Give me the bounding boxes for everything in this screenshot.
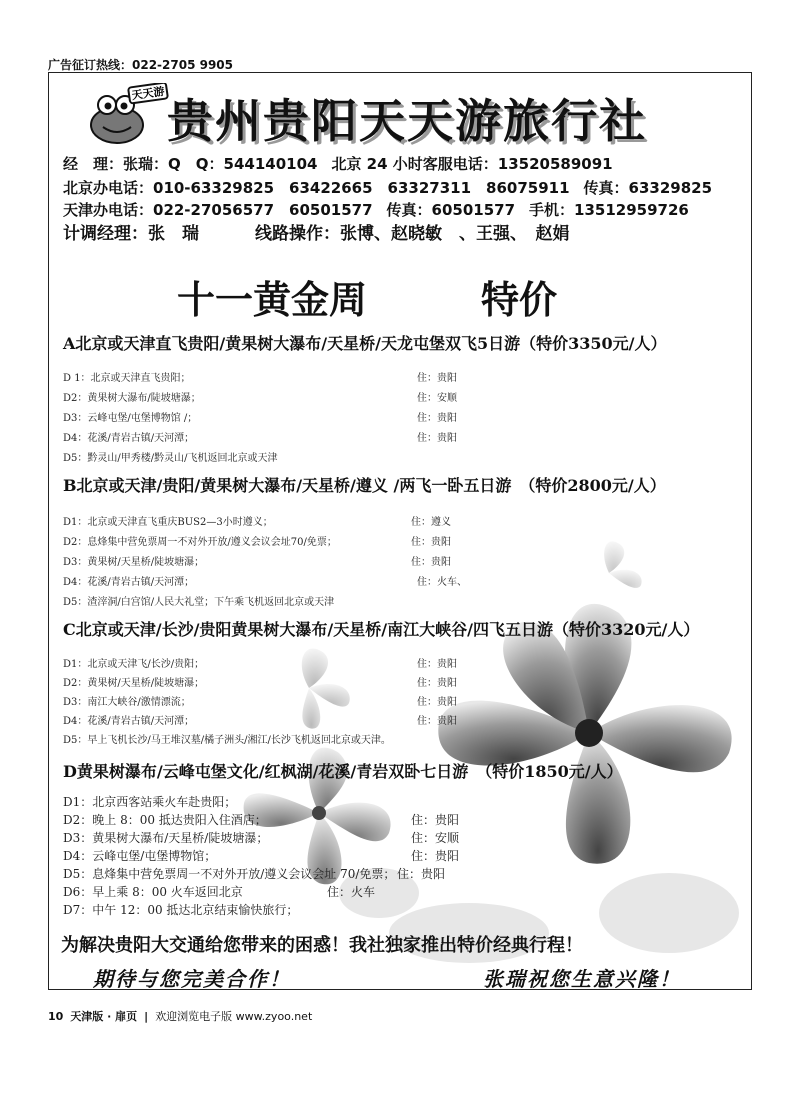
route-b-day-2: D2：息烽集中营免票周一不对外开放/遵义会议会址70/免票； 住：贵阳 bbox=[63, 537, 451, 548]
route-c-day-4: D4：花溪/青岩古镇/天河潭； 住：贵阳 bbox=[63, 716, 457, 727]
ad-frame bbox=[48, 72, 752, 990]
contact-line-staff bbox=[63, 219, 584, 244]
slogan-wishes: 张瑞祝您生意兴隆！ bbox=[483, 967, 681, 990]
tianjin-fax: 传真：60501577 bbox=[386, 201, 516, 219]
route-d-day-4: D4：云峰屯堡/屯堡博物馆； 住：贵阳 bbox=[63, 849, 460, 863]
route-d-day-6: D6：早上乘 8：00 火车返回北京 住：火车 bbox=[63, 885, 376, 899]
beijing-fax: 传真：63329825 bbox=[583, 179, 713, 197]
beijing-phones: 北京办电话：010-63329825 63422665 63327311 86075911 bbox=[63, 179, 570, 197]
route-c-day-2: D2：黄果树/天星桥/陡坡塘瀑； 住：贵阳 bbox=[63, 678, 457, 689]
promo-slogan: 为解决贵阳大交通给您带来的困惑！我社独家推出特价经典行程！ bbox=[61, 935, 583, 956]
agency-title: 贵州贵阳天天游旅行社 bbox=[167, 94, 647, 148]
route-c-day-3: D3：南江大峡谷/激情漂流； 住：贵阳 bbox=[63, 697, 457, 708]
route-b-day-4: D4：花溪/青岩古镇/天河潭； 住：火车、 bbox=[63, 577, 467, 588]
route-a-day-1: D 1：北京或天津直飞贵阳； 住：贵阳 bbox=[63, 373, 457, 384]
edition-label: 天津版 · 扉页 bbox=[70, 1010, 138, 1023]
route-operators: 线路操作：张博、赵晓敏 、王强、 赵娟 bbox=[255, 224, 570, 244]
contact-line-manager bbox=[63, 153, 627, 174]
route-c-day-5: D5：早上飞机长沙/马王堆汉墓/橘子洲头/湘江/长沙飞机返回北京或天津。 bbox=[63, 735, 391, 746]
slogan-cooperation: 期待与您完美合作！ bbox=[93, 967, 291, 990]
headline-special-price: 特价 bbox=[481, 277, 558, 322]
route-d-day-7: D7：中午 12：00 抵达北京结束愉快旅行； bbox=[63, 903, 299, 917]
route-d-day-2: D2：晚上 8：00 抵达贵阳入住酒店； 住：贵阳 bbox=[63, 813, 460, 827]
tianjin-phones: 天津办电话：022-27056577 60501577 bbox=[63, 201, 373, 219]
page-footer bbox=[48, 1008, 312, 1024]
route-a-day-5: D5：黔灵山/甲秀楼/黔灵山/飞机返回北京或天津 bbox=[63, 453, 278, 464]
beijing-hotline: 北京 24 小时客服电话：13520589091 bbox=[331, 155, 613, 173]
route-a-day-3: D3：云峰屯堡/屯堡博物馆 /； 住：贵阳 bbox=[63, 413, 457, 424]
footer-separator: | bbox=[144, 1010, 149, 1023]
agency-header bbox=[49, 77, 752, 149]
route-a-day-2: D2：黄果树大瀑布/陡坡塘瀑； 住：安顺 bbox=[63, 393, 457, 404]
route-d-day-1: D1：北京西客站乘火车赴贵阳； bbox=[63, 795, 237, 809]
planning-manager: 计调经理：张 瑞 bbox=[63, 224, 199, 244]
route-b-day-1: D1：北京或天津直飞重庆BUS2—3小时遵义； 住：遵义 bbox=[63, 517, 451, 528]
route-b-day-3: D3：黄果树/天星桥/陡坡塘瀑； 住：贵阳 bbox=[63, 557, 451, 568]
route-a-title: A北京或天津直飞贵阳/黄果树大瀑布/天星桥/天龙屯堡双飞5日游（特价3350元/人） bbox=[63, 334, 667, 353]
manager-qq: 经 理：张瑞：Q Q：544140104 bbox=[63, 155, 318, 173]
website-link[interactable]: 欢迎浏览电子版 www.zyoo.net bbox=[155, 1010, 313, 1023]
ad-hotline: 广告征订热线：022-2705 9905 bbox=[48, 58, 234, 72]
route-a-day-4: D4：花溪/青岩古镇/天河潭； 住：贵阳 bbox=[63, 433, 457, 444]
mobile-phone: 手机：13512959726 bbox=[529, 201, 689, 219]
route-b-day-5: D5：渣滓洞/白宫馆/人民大礼堂；下午乘飞机返回北京或天津 bbox=[63, 597, 335, 608]
route-d-day-3: D3：黄果树大瀑布/天星桥/陡坡塘瀑； 住：安顺 bbox=[63, 831, 460, 845]
route-c-day-1: D1：北京或天津飞/长沙/贵阳； 住：贵阳 bbox=[63, 659, 457, 670]
route-c-title: C北京或天津/长沙/贵阳黄果树大瀑布/天星桥/南江大峡谷/四飞五日游（特价3320元/人） bbox=[63, 620, 700, 639]
route-d-title: D黄果树瀑布/云峰屯堡文化/红枫湖/花溪/青岩双卧七日游 （特价1850元/人） bbox=[63, 762, 623, 781]
contact-line-tianjin bbox=[63, 199, 703, 220]
contact-line-beijing bbox=[63, 177, 726, 198]
route-d-day-5: D5：息烽集中营免票周一不对外开放/遵义会议会址 70/免票； 住：贵阳 bbox=[63, 867, 446, 881]
route-b-title: B北京或天津/贵阳/黄果树大瀑布/天星桥/遵义 /两飞一卧五日游 （特价2800元/人） bbox=[63, 476, 666, 495]
frog-mascot-logo bbox=[79, 83, 169, 145]
page-number: 10 bbox=[48, 1010, 64, 1023]
logo-text: 天天游 bbox=[130, 84, 166, 103]
headline-golden-week: 十一黄金周 bbox=[177, 277, 368, 322]
